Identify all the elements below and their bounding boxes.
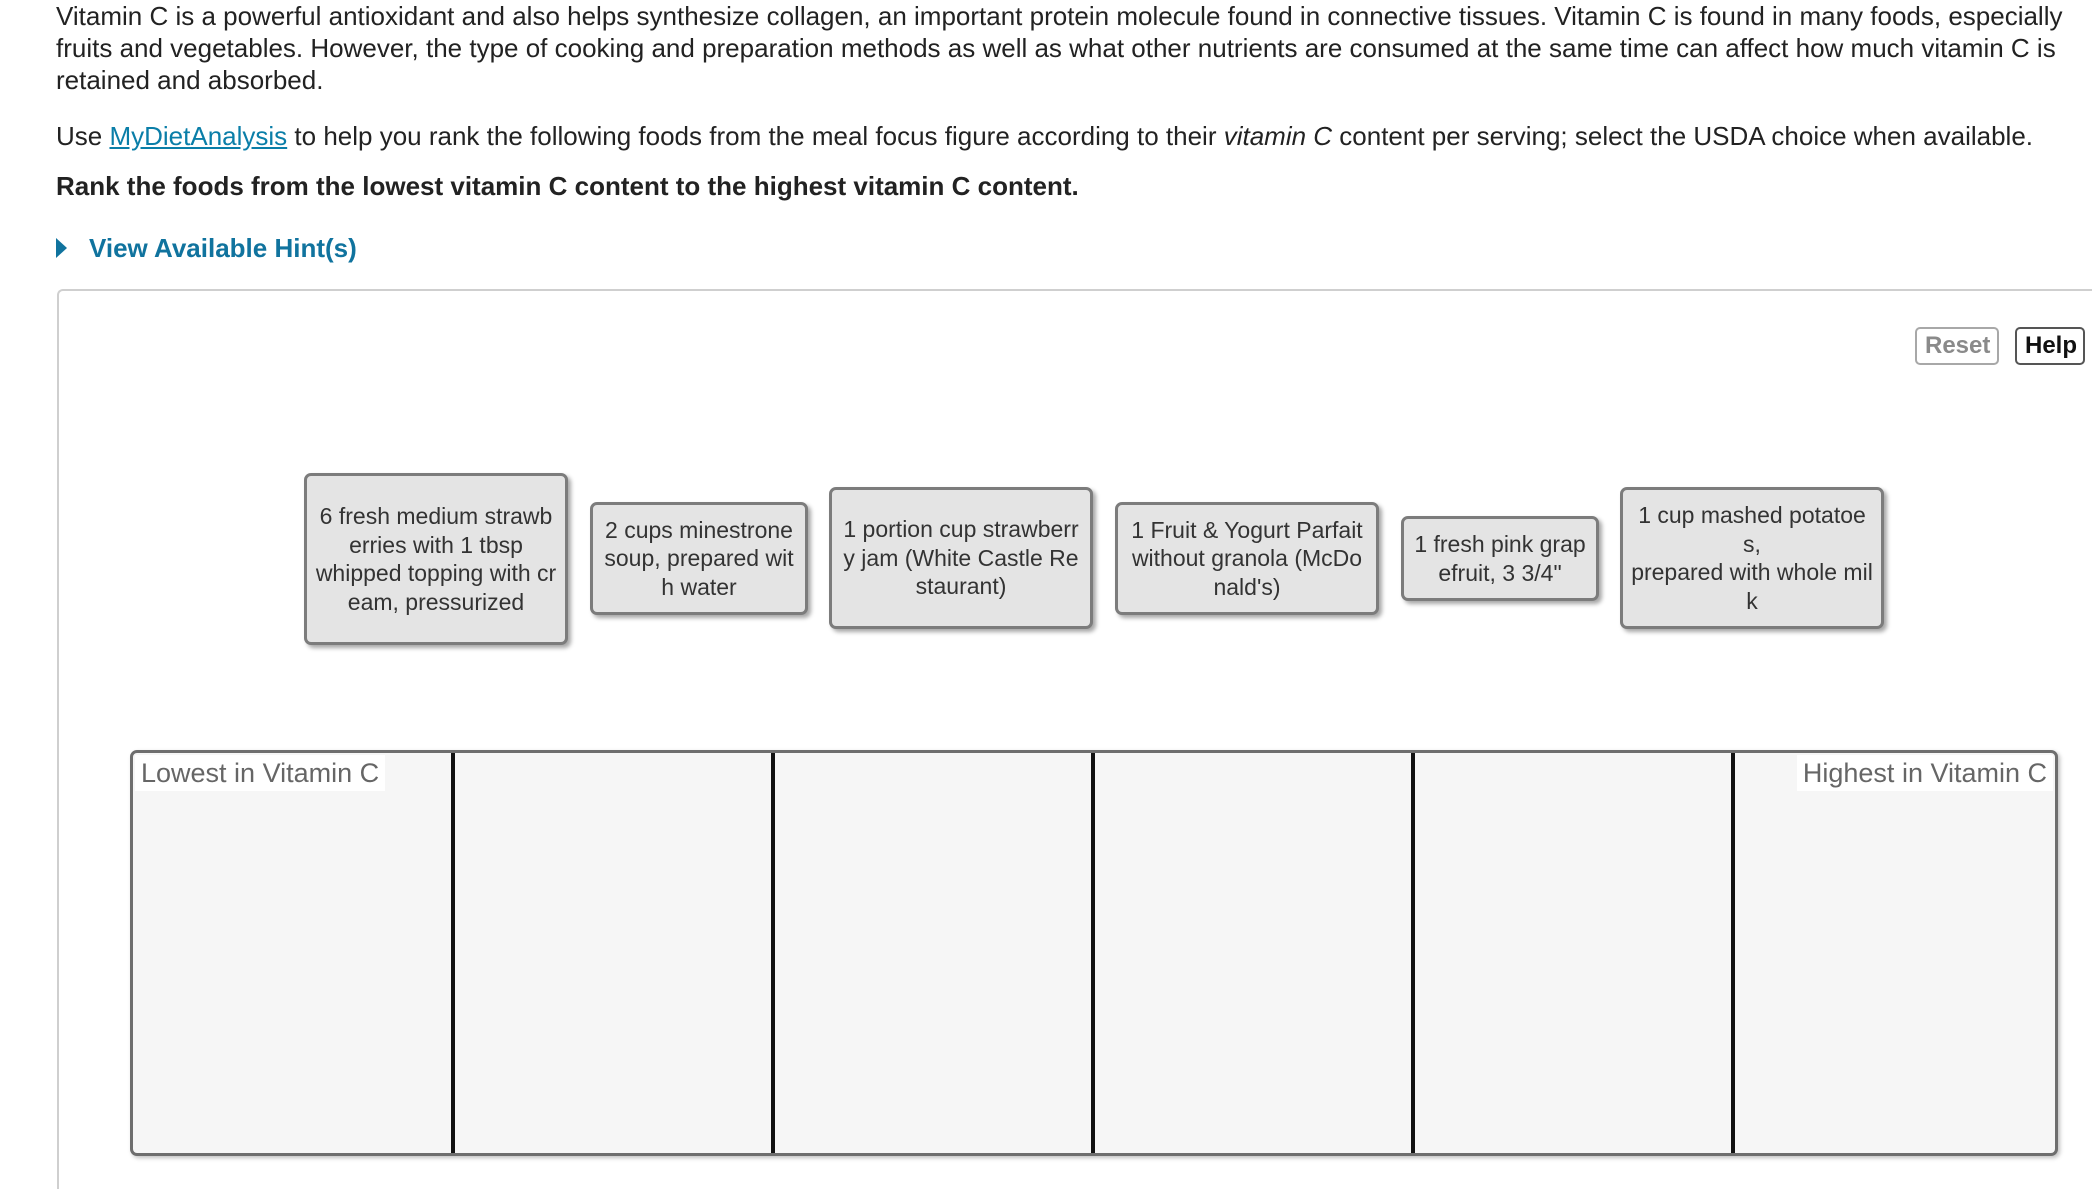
- rank-instruction: Rank the foods from the lowest vitamin C content to the highest vitamin C content.: [56, 171, 1079, 201]
- instruction-line: [56, 120, 2033, 152]
- draggable-food-card[interactable]: 1 portion cup strawberry jam (White Castle Restaurant): [829, 487, 1093, 629]
- mydietanalysis-link[interactable]: MyDietAnalysis: [109, 121, 288, 151]
- rank-slot-2[interactable]: [453, 753, 773, 1153]
- instruction-middle: to help you rank the following foods from the meal focus figure according to their: [287, 121, 1224, 151]
- rank-slot-1[interactable]: [133, 753, 453, 1153]
- slot-divider: [1091, 753, 1095, 1153]
- rank-slot-6[interactable]: [1733, 753, 2058, 1153]
- draggable-food-card[interactable]: 2 cups minestrone soup, prepared with water: [590, 502, 808, 615]
- slot-divider: [771, 753, 775, 1153]
- instruction-suffix: content per serving; select the USDA choice when available.: [1332, 121, 2034, 151]
- lowest-label: Lowest in Vitamin C: [135, 755, 385, 791]
- ranking-drop-area: [130, 750, 2058, 1156]
- slot-divider: [451, 753, 455, 1153]
- rank-slot-4[interactable]: [1093, 753, 1413, 1153]
- draggable-food-card[interactable]: 1 cup mashed potatoes, prepared with whole milk: [1620, 487, 1884, 629]
- help-button[interactable]: Help: [2015, 327, 2085, 365]
- rank-slot-3[interactable]: [773, 753, 1093, 1153]
- instruction-italic: vitamin C: [1223, 121, 1333, 151]
- instruction-prefix: Use: [56, 121, 110, 151]
- intro-paragraph: Vitamin C is a powerful antioxidant and also helps synthesize collagen, an important protein molecule found in connective tissues. Vitamin C is found in many foods, especially fruits and vegetables. However, the type of cooking and preparation methods as well as what other nutrients are consumed at the same time can affect how much vitamin C is retained and absorbed.: [56, 1, 2063, 95]
- view-hints-toggle[interactable]: [56, 231, 357, 265]
- slot-divider: [1731, 753, 1735, 1153]
- view-hints-label: View Available Hint(s): [89, 233, 357, 263]
- draggable-food-card[interactable]: 1 Fruit & Yogurt Parfait without granola (McDonald's): [1115, 502, 1379, 615]
- rank-slot-5[interactable]: [1413, 753, 1733, 1153]
- reset-button[interactable]: Reset: [1915, 327, 1999, 365]
- slot-divider: [1411, 753, 1415, 1153]
- caret-right-icon: [56, 238, 67, 258]
- draggable-food-card[interactable]: 1 fresh pink grapefruit, 3 3/4": [1401, 516, 1599, 601]
- highest-label: Highest in Vitamin C: [1797, 755, 2053, 791]
- draggable-food-card[interactable]: 6 fresh medium strawberries with 1 tbsp whipped topping with cream, pressurized: [304, 473, 568, 645]
